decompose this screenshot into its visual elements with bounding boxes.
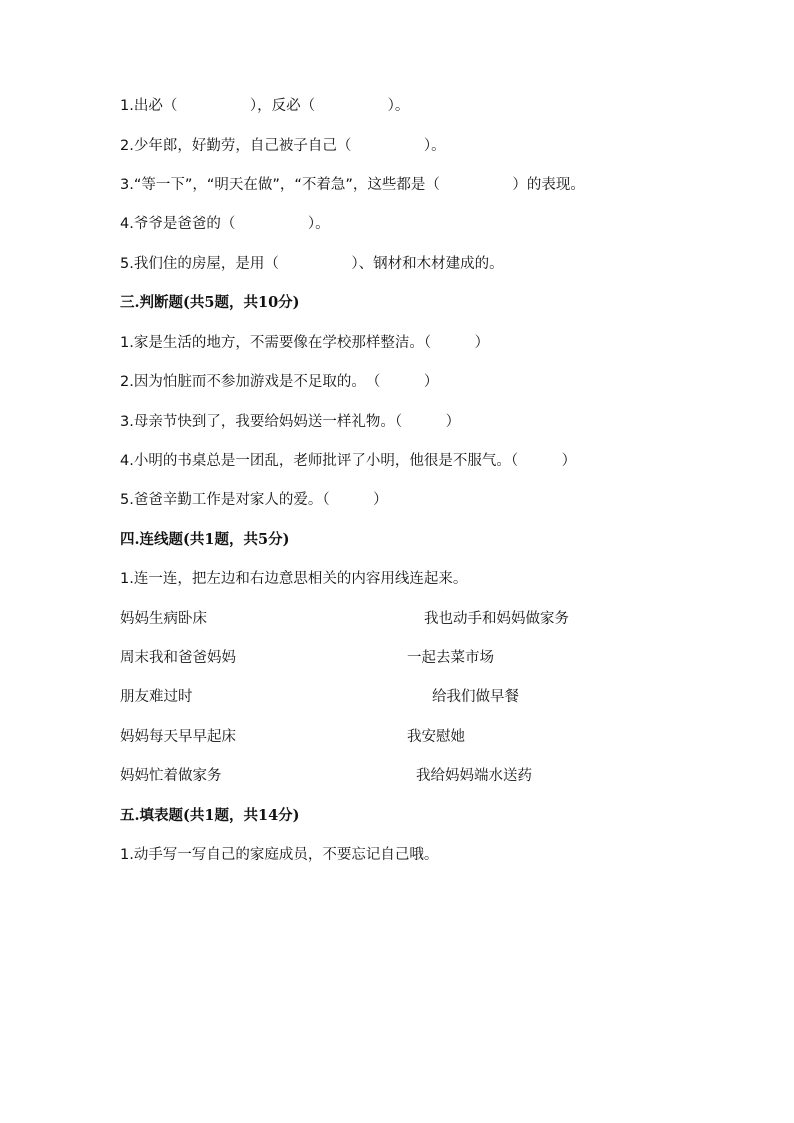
fill-item-2: 2.少年郎，好勤劳，自己被子自己（ ）。 [120, 138, 446, 154]
fill-item-1: 1.出必（ ），反必（ ）。 [120, 98, 410, 114]
match-left-3: 朋友难过时 [120, 689, 193, 705]
match-left-4: 妈妈每天早早起床 [120, 729, 236, 745]
match-question: 1.连一连，把左边和右边意思相关的内容用线连起来。 [120, 571, 468, 587]
fill-item-5: 5.我们住的房屋，是用（ ）、钢材和木材建成的。 [120, 256, 504, 272]
judge-item-4: 4.小明的书桌总是一团乱，老师批评了小明，他很是不服气。（ ） [120, 453, 577, 469]
match-right-1: 我也动手和妈妈做家务 [424, 611, 569, 627]
match-right-4: 我安慰她 [407, 729, 465, 745]
judge-item-1: 1.家是生活的地方，不需要像在学校那样整洁。（ ） [120, 335, 490, 351]
match-left-5: 妈妈忙着做家务 [120, 768, 222, 784]
match-section-heading: 四.连线题(共1题，共5分) [120, 531, 290, 548]
fill-item-4: 4.爷爷是爸爸的（ ）。 [120, 216, 330, 232]
judge-item-3: 3.母亲节快到了，我要给妈妈送一样礼物。（ ） [120, 414, 461, 430]
judge-section-heading: 三.判断题(共5题，共10分) [120, 294, 300, 311]
match-right-5: 我给妈妈端水送药 [416, 768, 532, 784]
judge-item-2: 2.因为怕脏而不参加游戏是不足取的。 （ ） [120, 374, 439, 390]
match-left-2: 周末我和爸爸妈妈 [120, 650, 236, 666]
table-section-heading: 五.填表题(共1题，共14分) [120, 807, 300, 824]
match-right-2: 一起去菜市场 [407, 650, 494, 666]
match-left-1: 妈妈生病卧床 [120, 611, 207, 627]
match-right-3: 给我们做早餐 [432, 689, 519, 705]
table-question: 1.动手写一写自己的家庭成员，不要忘记自己哦。 [120, 847, 439, 863]
judge-item-5: 5.爸爸辛勤工作是对家人的爱。（ ） [120, 492, 388, 508]
fill-item-3: 3.“等一下”，“明天在做”，“不着急”，这些都是（ ）的表现。 [120, 177, 585, 193]
